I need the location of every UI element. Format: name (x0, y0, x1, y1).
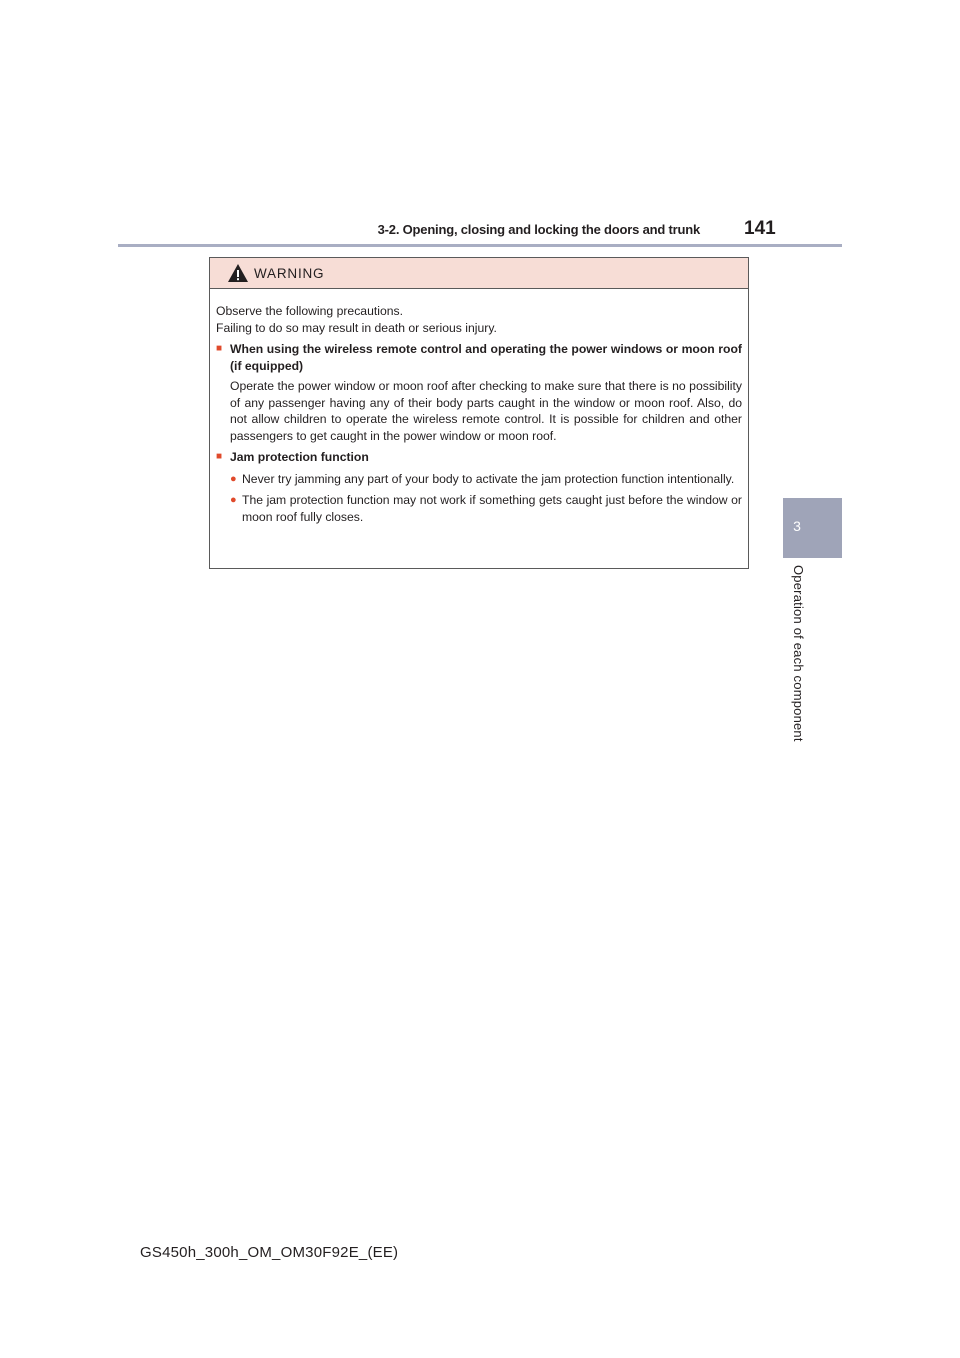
list-item-text: Never try jamming any part of your body to activate the jam protection function intentionally. (242, 471, 735, 486)
warning-title: WARNING (254, 266, 325, 281)
list-item (230, 492, 742, 525)
section-heading-jam-protection (216, 449, 742, 466)
list-item (230, 471, 742, 488)
chapter-number: 3 (793, 518, 801, 534)
warning-intro-line2: Failing to do so may result in death or serious injury. (216, 320, 497, 335)
circle-bullet-icon: ● (230, 494, 237, 506)
warning-header (210, 258, 748, 289)
chapter-label: Operation of each component (791, 565, 806, 742)
section-title: 3-2. Opening, closing and locking the doors and trunk (377, 222, 700, 237)
warning-triangle-icon (227, 263, 249, 283)
warning-intro-line1: Observe the following precautions. (216, 304, 403, 318)
section-heading-text: Jam protection function (230, 450, 369, 464)
chapter-tab (783, 498, 842, 558)
manual-code: GS450h_300h_OM_OM30F92E_(EE) (140, 1244, 399, 1261)
warning-body (210, 289, 748, 525)
square-bullet-icon: ■ (216, 343, 223, 354)
list-item-text: The jam protection function may not work if something gets caught just before the window or moon roof fully closes. (242, 493, 742, 524)
section-heading-wireless-remote (216, 341, 742, 374)
section-paragraph-wireless-remote: Operate the power window or moon roof after checking to make sure that there is no possibility of any passenger having any of their body parts caught in the window or moon roof. Also, do not allow children to operate the wireless remote control. It is possible for children and other passengers to get caught in the power window or moon roof. (230, 379, 742, 443)
circle-bullet-icon: ● (230, 472, 237, 485)
page-number: 141 (744, 218, 776, 239)
section-heading-text: When using the wireless remote control and operating the power windows or moon roof (if equipped) (230, 342, 742, 373)
square-bullet-icon: ■ (216, 451, 223, 462)
warning-box (209, 257, 749, 569)
header-divider (118, 244, 842, 247)
